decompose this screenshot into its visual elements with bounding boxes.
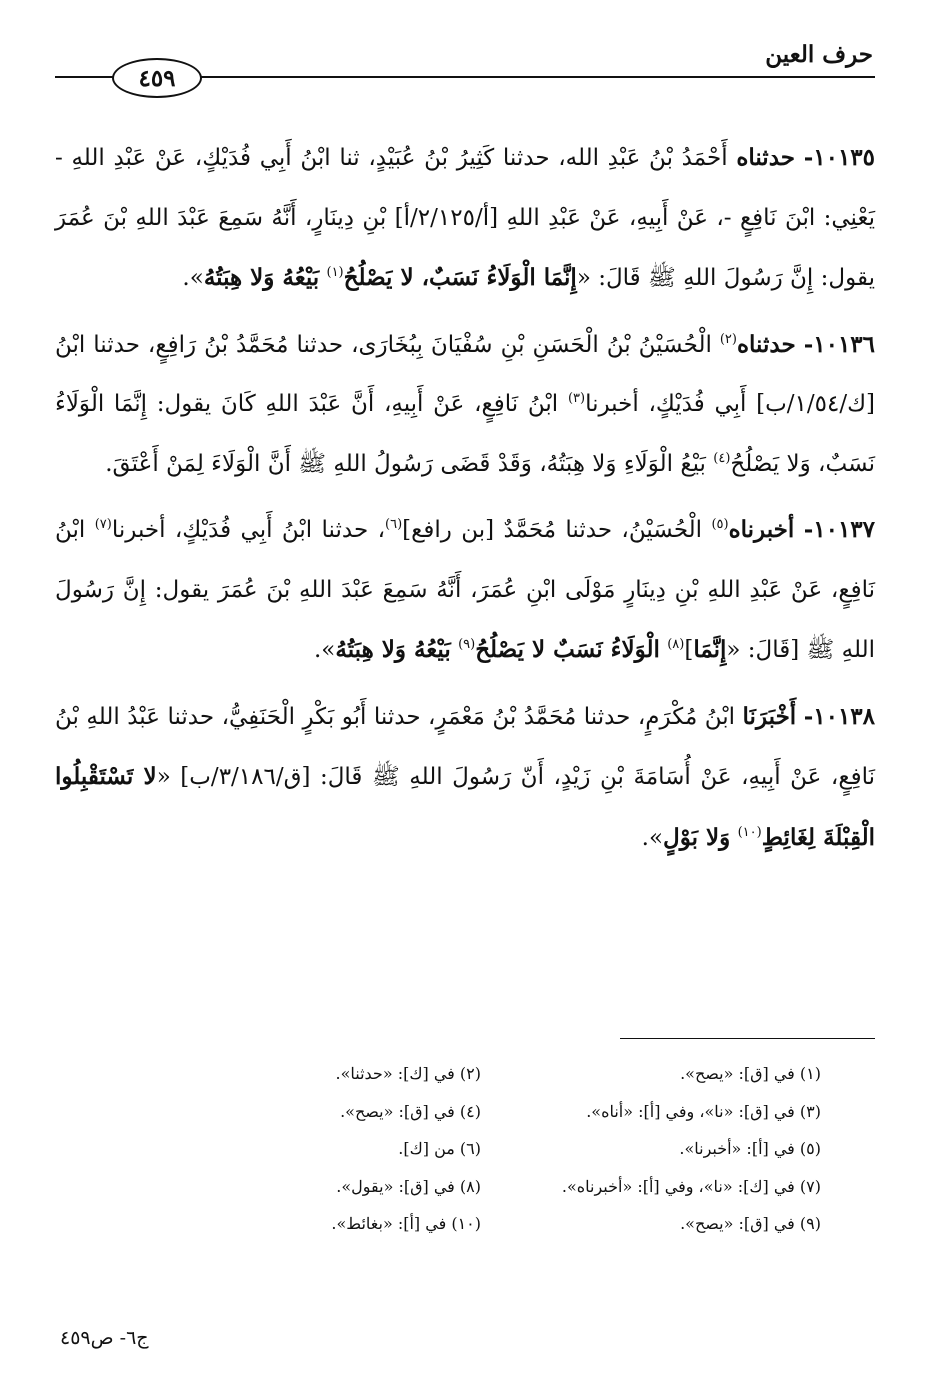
hadith-number: ١٠١٣٦- xyxy=(803,330,876,358)
hadith-text: بَيْعُهُ وَلا هِبَتُهُ xyxy=(203,264,320,291)
chain-keyword: أخبرناه xyxy=(728,516,795,543)
hadith-text: بَيْعُهُ وَلا هِبَتُهُ xyxy=(335,636,451,663)
footnote-3: (٣) في [ق]: «نا»، وفي [أ]: «أناه». xyxy=(586,1101,821,1121)
chain-keyword: حدثناه xyxy=(736,330,796,358)
closing-bracket: ] xyxy=(684,637,694,663)
hadith-number: ١٠١٣٧- xyxy=(803,516,876,543)
footnote-rule xyxy=(620,1038,875,1039)
footnote-1: (١) في [ق]: «يصح». xyxy=(680,1064,821,1083)
footnote-7: (٧) في [ك]: «نا»، وفي [أ]: «أخبرناه». xyxy=(561,1176,821,1196)
footnote-marker: (٩) xyxy=(458,637,476,652)
hadith-text: وَلا بَوْلٍ xyxy=(663,823,731,851)
chain-text: أَحْمَدُ بْنُ عَبْدِ الله، حدثنا كَثِيرُ بْنُ عُبَيْدٍ، ثنا ابْنُ أَبِي فُدَيْكٍ، عَنْ عَبْدِ اللهِ - يَعْنِي: ابْنَ نَافِعٍ -، عَنْ أَبِيهِ، عَنْ عَبْدِ اللهِ [أ/٢/١٢٥/أ] بْنِ دِينَارٍ، أَنَّهُ سَمِعَ عَبْدَ اللهِ بْنَ عُمَرَ يقول: إِنَّ رَسُولَ اللهِ ﷺ قَالَ: « xyxy=(55,145,875,291)
footnote-marker: (٢) xyxy=(719,331,737,347)
main-text xyxy=(55,128,875,868)
footnotes xyxy=(211,1055,821,1243)
volume-page-reference: ج٦- ص٤٥٩ xyxy=(60,1327,149,1349)
chain-text: ابْنُ نَافِعٍ، عَنْ أَبِيهِ، أَنَّ عَبْدَ اللهِ كَانَ يقول: إِنَّمَا الْوَلَاءُ نَسَبٌ، وَلا يَصْلُحُ xyxy=(55,391,875,477)
chain-text: الْحُسَيْنُ، حدثنا مُحَمَّدٌ [بن رافع] xyxy=(402,517,703,543)
page-number-oval xyxy=(112,58,202,98)
hadith-number: ١٠١٣٨- xyxy=(803,702,876,730)
page-number: ٤٥٩ xyxy=(138,64,176,92)
hadith-10136 xyxy=(55,315,875,495)
chain-text: الْحُسَيْنُ بْنُ الْحَسَنِ بْنِ سُفْيَانَ بِبُخَارَى، حدثنا مُحَمَّدُ بْنُ رَافِعٍ، حدثنا ابْنُ [ك/١/٥٤/ب] أَبِي فُدَيْكٍ، أخبرنا xyxy=(55,331,876,417)
footnote-4: (٤) في [ق]: «يصح». xyxy=(340,1101,481,1121)
footnote-marker: (١٠) xyxy=(737,824,762,840)
closing-quote: ». xyxy=(182,265,204,291)
closing-quote: ». xyxy=(641,824,664,851)
footnote-8: (٨) في [ق]: «يقول». xyxy=(336,1176,481,1196)
hadith-10138 xyxy=(55,687,875,869)
hadith-text: إِنَّمَا xyxy=(693,636,727,663)
footnote-5: (٥) في [أ]: «أخبرنا». xyxy=(679,1139,821,1158)
hadith-text: لا تَسْتَقْبِلُوا الْقِبْلَةَ لِغَائِطٍ xyxy=(55,763,875,851)
footnote-marker: (٥) xyxy=(711,517,729,532)
chain-keyword: أَخْبَرَنَا xyxy=(742,702,797,730)
hadith-text: الْوَلَاءُ نَسَبٌ لا يَصْلُحُ xyxy=(475,636,660,663)
hadith-10135 xyxy=(55,128,875,309)
footnote-marker: (٣) xyxy=(567,391,586,406)
section-title: حرف العين xyxy=(765,41,873,68)
footnote-2: (٢) في [ك]: «حدثنا». xyxy=(335,1064,481,1083)
hadith-text: إِنَّمَا الْوَلَاءُ نَسَبٌ، لا يَصْلُحُ xyxy=(343,264,577,291)
footnote-10: (١٠) في [أ]: «بغائط». xyxy=(331,1214,481,1233)
footnote-marker: (١) xyxy=(326,265,344,280)
hadith-10137 xyxy=(55,500,875,681)
footnote-marker: (٧) xyxy=(94,517,112,532)
closing-quote: ». xyxy=(314,637,336,663)
footnote-9: (٩) في [ق]: «يصح». xyxy=(680,1214,821,1233)
chain-text: بَيْعُ الْوَلَاءِ وَلا هِبَتُهُ، وَقَدْ قَضَى رَسُولُ اللهِ ﷺ أَنَّ الْوَلَاءَ لِمَنْ أَعْتَقَ. xyxy=(105,450,706,477)
chain-keyword: حدثناه xyxy=(736,144,796,171)
footnote-6: (٦) من [ك]. xyxy=(398,1139,481,1158)
chain-text: ابْنُ مُكْرَمٍ، حدثنا مُحَمَّدُ بْنُ مَعْمَرٍ، حدثنا أَبُو بَكْرٍ الْحَنَفِيُّ، حدثنا عَبْدُ اللهِ بْنُ نَافِعٍ، عَنْ أَبِيهِ، عَنْ أُسَامَةَ بْنِ زَيْدٍ، أَنّ رَسُولَ اللهِ ﷺ قَالَ: [ق/٣/١٨٦/ب] « xyxy=(55,703,875,790)
footnote-marker: (٦) xyxy=(385,517,403,532)
footnote-marker: (٤) xyxy=(713,450,731,466)
footnote-marker: (٨) xyxy=(667,637,685,652)
chain-text: ابْنُ نَافِعٍ، عَنْ عَبْدِ اللهِ بْنِ دِينَارٍ مَوْلَى ابْنِ عُمَرَ، أَنَّهُ سَمِعَ عَبْدَ اللهِ بْنَ عُمَرَ يقول: إِنَّ رَسُولَ اللهِ ﷺ [قَالَ: « xyxy=(55,517,875,663)
hadith-number: ١٠١٣٥- xyxy=(803,144,876,171)
chain-text: ، حدثنا ابْنُ أَبِي فُدَيْكٍ، أخبرنا xyxy=(111,517,385,543)
